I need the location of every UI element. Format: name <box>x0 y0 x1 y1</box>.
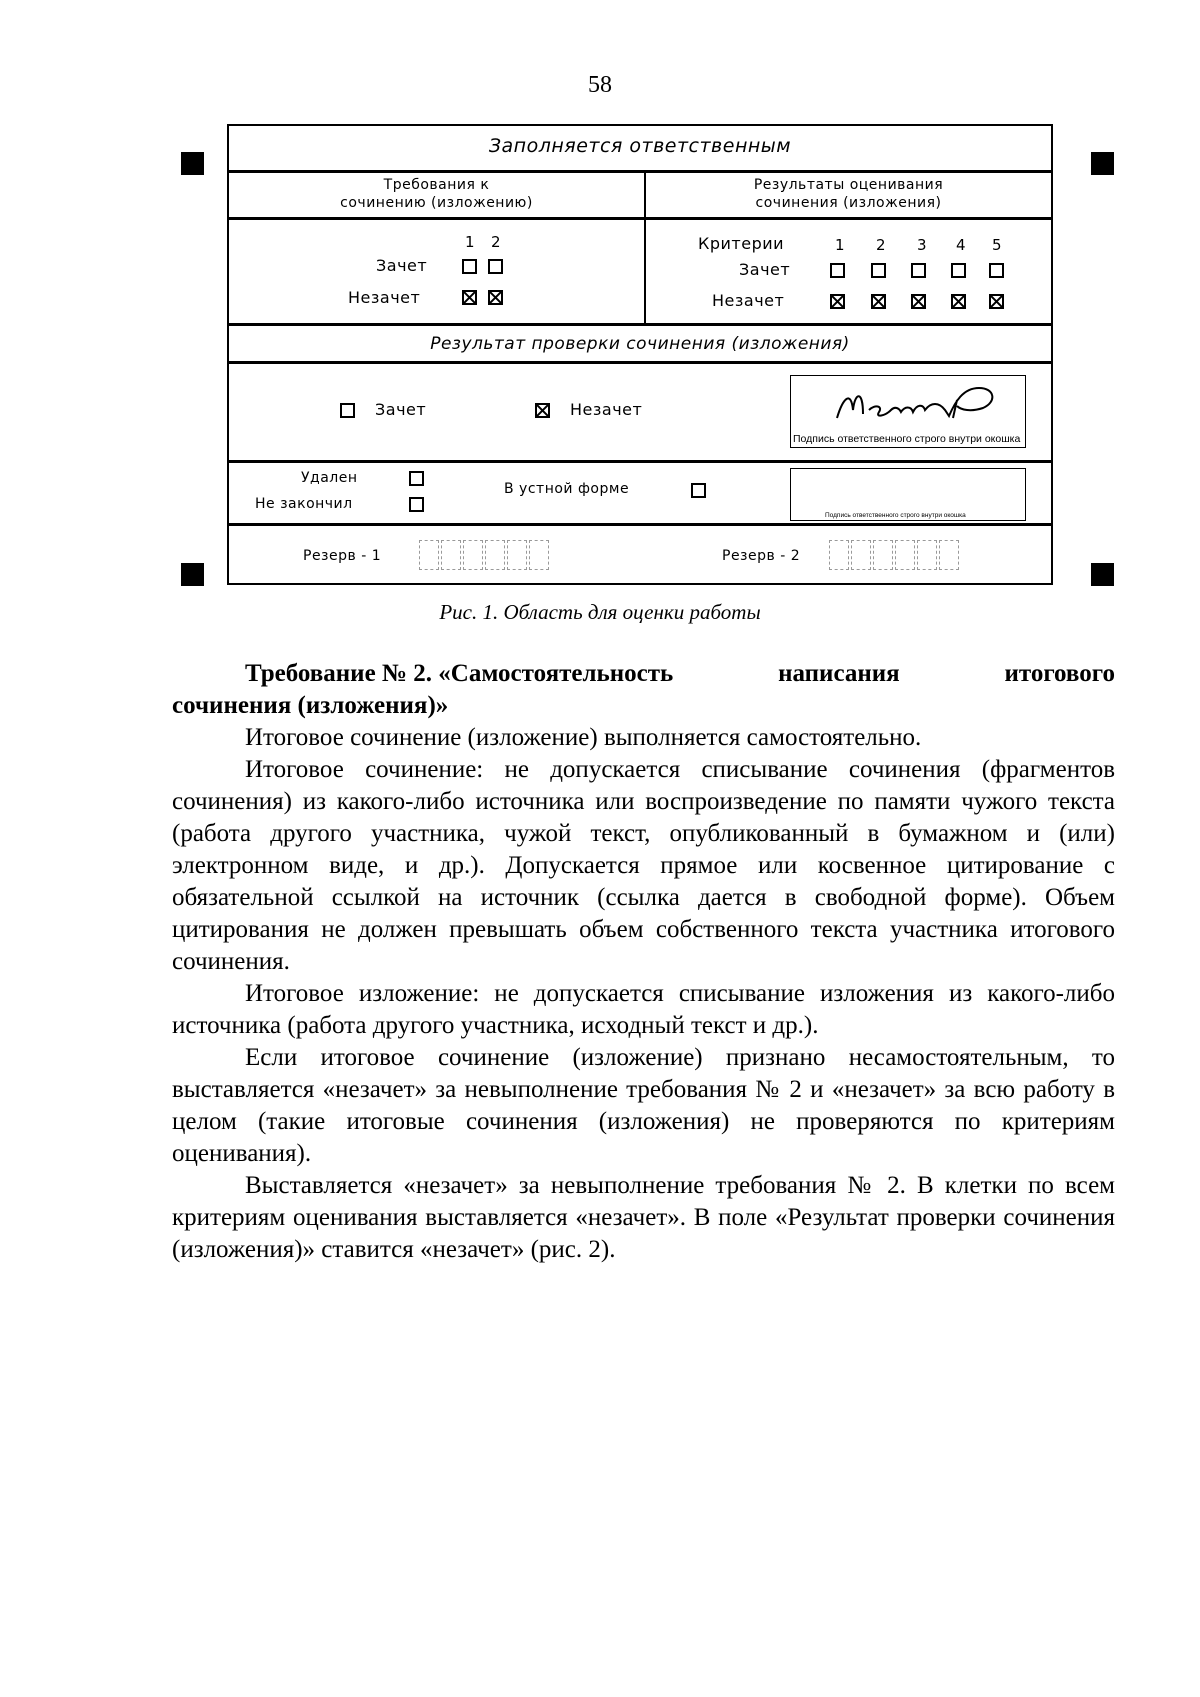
req-number-2: 2 <box>491 233 502 251</box>
reserve1-cell[interactable] <box>419 540 439 570</box>
paragraph: Итоговое сочинение: не допускается списывание сочинения (фрагментов сочинения) из какого-либо источника или воспроизведение по памяти чужого текста (работа другого участника, чужой текст, опубликованный в бумажном и (или) электронном виде, и др.). Допускается прямое или косвенное цитирование с обязательной ссылкой на источник (ссылка дается в свободной форме). Объем цитирования не должен превышать объем собственного текста участника итогового сочинения. <box>172 756 1115 975</box>
figure-caption: Рис. 1. Область для оценки работы <box>439 600 761 624</box>
criteria-number-5: 5 <box>992 236 1003 254</box>
criteria1-zachet-checkbox[interactable] <box>830 263 845 278</box>
result-nezachet-label: Незачет <box>570 400 643 419</box>
form-title: Заполняется ответственным <box>488 135 792 157</box>
criteria4-nezachet-checkbox[interactable] <box>951 294 966 309</box>
section-heading <box>172 658 1115 722</box>
divider <box>229 217 1051 220</box>
reserve1-cell[interactable] <box>441 540 461 570</box>
results-header-line2: сочинения (изложения) <box>755 195 942 211</box>
signature-box-small[interactable] <box>790 468 1026 521</box>
reserve1-cell[interactable] <box>485 540 505 570</box>
signature-image <box>829 380 1019 430</box>
req1-zachet-checkbox[interactable] <box>462 259 477 274</box>
criteria-label: Критерии <box>698 234 785 253</box>
result-zachet-label: Зачет <box>375 400 427 419</box>
divider <box>229 170 1051 173</box>
removed-label: Удален <box>301 470 358 486</box>
reserve2-label: Резерв - 2 <box>722 548 801 564</box>
reserve2-cell[interactable] <box>851 540 871 570</box>
paragraph: Если итоговое сочинение (изложение) признано несамостоятельным, то выставляется «незачет» за невыполнение требования № 2 и «незачет» за всю работу в целом (такие итоговые сочинения (изложения) не проверяются по критериям оценивания). <box>172 1044 1115 1167</box>
paragraph: Итоговое изложение: не допускается списывание изложения из какого-либо источника (работа другого участника, исходный текст и др.). <box>172 980 1115 1039</box>
divider <box>229 523 1051 526</box>
criteria4-zachet-checkbox[interactable] <box>951 263 966 278</box>
oral-form-checkbox[interactable] <box>691 483 706 498</box>
heading-line2: сочинения (изложения)» <box>172 692 449 719</box>
criteria-number-1: 1 <box>835 236 846 254</box>
divider <box>229 361 1051 364</box>
removed-checkbox[interactable] <box>409 471 424 486</box>
signature-box[interactable] <box>790 375 1026 448</box>
requirements-header-line1: Требования к <box>383 177 490 193</box>
reserve2-cell[interactable] <box>917 540 937 570</box>
results-header-line1: Результаты оценивания <box>753 177 944 193</box>
registration-marker-bottom-right <box>1091 563 1114 586</box>
oral-form-label: В устной форме <box>504 481 630 497</box>
reserve1-label: Резерв - 1 <box>303 548 382 564</box>
not-finished-checkbox[interactable] <box>409 497 424 512</box>
req2-nezachet-checkbox[interactable] <box>488 290 503 305</box>
signature-caption-small: Подпись ответственного строго внутри окошка <box>825 512 966 519</box>
registration-marker-bottom-left <box>181 563 204 586</box>
criteria5-nezachet-checkbox[interactable] <box>989 294 1004 309</box>
criteria-nezachet-label: Незачет <box>712 291 785 310</box>
heading-word: написания <box>778 660 900 687</box>
criteria2-zachet-checkbox[interactable] <box>871 263 886 278</box>
registration-marker-top-left <box>181 152 204 175</box>
reserve1-cell[interactable] <box>463 540 483 570</box>
registration-marker-top-right <box>1091 152 1114 175</box>
paragraph: Итоговое сочинение (изложение) выполняется самостоятельно. <box>245 724 922 751</box>
criteria-number-2: 2 <box>876 236 887 254</box>
criteria-zachet-label: Зачет <box>739 260 791 279</box>
reserve2-cell[interactable] <box>829 540 849 570</box>
criteria-number-3: 3 <box>917 236 928 254</box>
criteria3-nezachet-checkbox[interactable] <box>911 294 926 309</box>
req-nezachet-label: Незачет <box>348 288 421 307</box>
req-number-1: 1 <box>465 233 476 251</box>
criteria3-zachet-checkbox[interactable] <box>911 263 926 278</box>
not-finished-label: Не закончил <box>255 496 353 512</box>
reserve1-cell[interactable] <box>507 540 527 570</box>
requirements-header-line2: сочинению (изложению) <box>340 195 533 211</box>
reserve2-cell[interactable] <box>939 540 959 570</box>
req-zachet-label: Зачет <box>376 256 428 275</box>
reserve1-cell[interactable] <box>529 540 549 570</box>
heading-word: Требование № 2. «Самостоятельность <box>245 660 674 687</box>
signature-caption: Подпись ответственного строго внутри окошка <box>793 433 1021 445</box>
page-number: 58 <box>588 72 612 98</box>
reserve2-cell[interactable] <box>873 540 893 570</box>
check-result-title: Результат проверки сочинения (изложения) <box>430 334 850 354</box>
criteria5-zachet-checkbox[interactable] <box>989 263 1004 278</box>
reserve2-cell[interactable] <box>895 540 915 570</box>
criteria2-nezachet-checkbox[interactable] <box>871 294 886 309</box>
criteria-number-4: 4 <box>956 236 967 254</box>
divider <box>229 323 1051 326</box>
divider <box>229 460 1051 463</box>
heading-word: итогового <box>1004 660 1115 687</box>
paragraph: Выставляется «незачет» за невыполнение требования № 2. В клетки по всем критериям оценивания выставляется «незачет». В поле «Результат проверки сочинения (изложения)» ставится «незачет» (рис. 2). <box>172 1172 1115 1263</box>
criteria1-nezachet-checkbox[interactable] <box>830 294 845 309</box>
result-nezachet-checkbox[interactable] <box>535 403 550 418</box>
req1-nezachet-checkbox[interactable] <box>462 290 477 305</box>
evaluation-form <box>227 124 1053 585</box>
result-zachet-checkbox[interactable] <box>340 403 355 418</box>
req2-zachet-checkbox[interactable] <box>488 259 503 274</box>
